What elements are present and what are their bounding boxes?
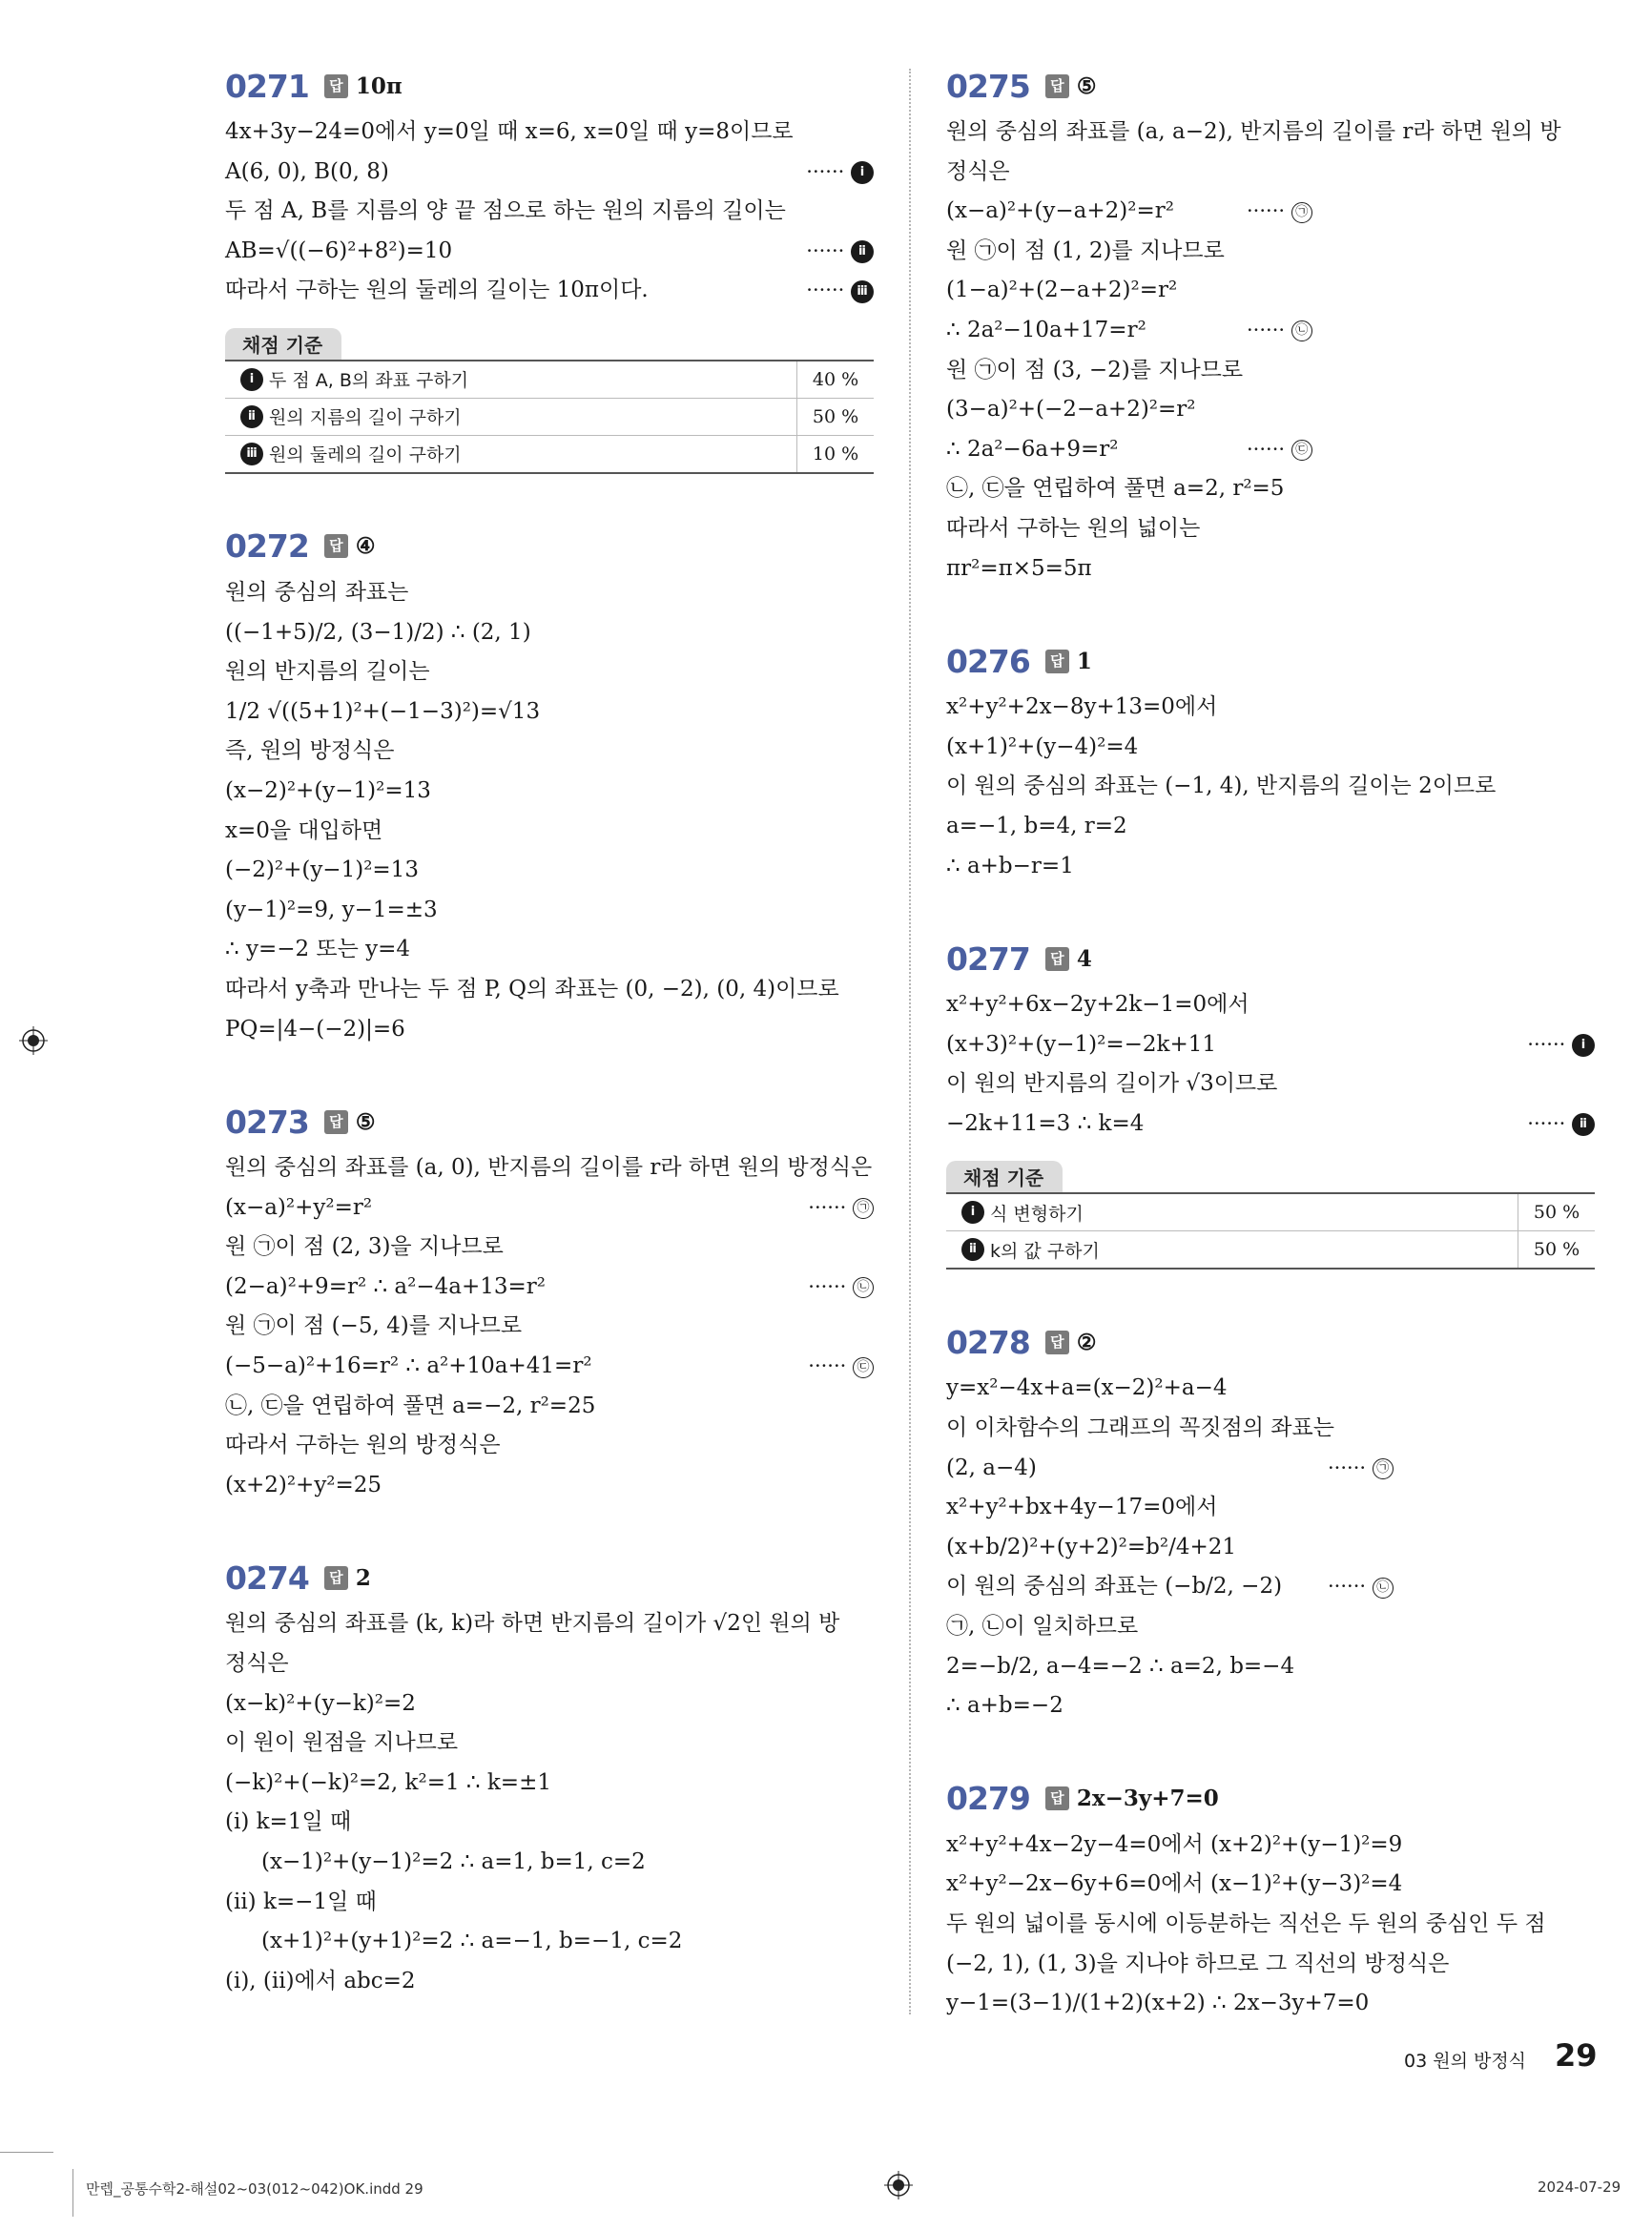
solution-text: 4x+3y−24=0에서 y=0일 때 x=6, x=0일 때 y=8이므로 [225, 119, 794, 144]
problem-0278 [946, 1319, 1595, 1725]
solution-text: (x+1)²+(y−4)²=4 [946, 733, 1139, 759]
solution-text: 원의 중심의 좌표는 [225, 579, 409, 605]
solution-text: ∴ 2a²−6a+9=r² [946, 436, 1119, 462]
solution-line [946, 1567, 1595, 1607]
solution-text: x²+y²+4x−2y−4=0에서 (x+2)²+(y−1)²=9 [946, 1831, 1403, 1857]
answer-badge: 답 [1045, 1786, 1069, 1810]
solution-line [225, 613, 874, 653]
solution-line [946, 1528, 1595, 1568]
solution-text: (ⅰ), (ⅱ)에서 abc=2 [225, 1968, 416, 1993]
solution-line [946, 113, 1595, 153]
solution-line [946, 807, 1595, 847]
grading-criteria [946, 1161, 1595, 1270]
solution-text: ∴ y=−2 또는 y=4 [225, 937, 411, 962]
problem-number: 0279 [946, 1780, 1030, 1818]
problem-number: 0272 [225, 527, 309, 566]
solution-line [946, 1686, 1595, 1726]
solution-line [946, 390, 1595, 430]
solution-line [225, 930, 874, 970]
solution-line [946, 1905, 1595, 1945]
solution-line [946, 1025, 1595, 1065]
solution-line [225, 271, 874, 311]
print-date: 2024-07-29 [1538, 2178, 1621, 2196]
grading-criterion [225, 366, 796, 392]
grading-row [225, 361, 874, 399]
problem-number: 0277 [946, 939, 1030, 978]
solution-text: (x+b/2)²+(y+2)²=b²/4+21 [946, 1534, 1236, 1559]
solution-text: 정식은 [946, 158, 1010, 184]
solution-text: 즉, 원의 방정식은 [225, 738, 395, 764]
solution-text: ∴ a+b−r=1 [946, 853, 1074, 878]
solution-text: 1/2 √((5+1)²+(−1−3)²)=√13 [225, 698, 541, 724]
solution-text: 이 이차함수의 그래프의 꼭짓점의 좌표는 [946, 1415, 1334, 1441]
solution-line [225, 1724, 874, 1764]
solution-text: y−1=(3−1)/(1+2)(x+2) ∴ 2x−3y+7=0 [946, 1991, 1370, 2016]
problem-number: 0271 [225, 67, 309, 105]
grading-row [225, 436, 874, 472]
grading-criterion [946, 1237, 1518, 1263]
solution-text: (−2, 1), (1, 3)을 지나야 하므로 그 직선의 방정식은 [946, 1951, 1450, 1976]
solution-text: AB=√((−6)²+8²)=10 [225, 237, 453, 263]
solution-text: (y−1)²=9, y−1=±3 [225, 897, 438, 922]
step-marker: ······ ㉡ [808, 1268, 874, 1308]
solution-text: 이 원의 반지름의 길이가 √3이므로 [946, 1071, 1278, 1097]
solution-text: 정식은 [225, 1651, 289, 1677]
solution-line [946, 1984, 1595, 2024]
page-number: 29 [1555, 2037, 1598, 2074]
solution-text: ((−1+5)/2, (3−1)/2) ∴ (2, 1) [225, 619, 531, 645]
problem-header [946, 1319, 1595, 1365]
solution-line [946, 1064, 1595, 1105]
problem-header [946, 1776, 1595, 1822]
solution-line [225, 1803, 874, 1843]
solution-line [946, 1945, 1595, 1985]
solution-text: x²+y²−2x−6y+6=0에서 (x−1)²+(y−3)²=4 [946, 1871, 1403, 1897]
solution-line [225, 1387, 874, 1427]
step-marker: ······ ⅱ [806, 232, 874, 272]
solution-line [946, 767, 1595, 807]
solution-line [225, 652, 874, 692]
equation-label: ㉠ [853, 1198, 874, 1219]
problem-header [225, 1555, 874, 1600]
step-marker: ······ ㉡ [1247, 311, 1312, 351]
solution-text: (x+3)²+(y−1)²=−2k+11 [946, 1031, 1217, 1057]
solution-line [225, 1962, 874, 2002]
solution-text: (x−a)²+y²=r² [225, 1194, 373, 1220]
solution-text: 원 ㉠이 점 (−5, 4)를 지나므로 [225, 1313, 523, 1339]
solution-line [225, 812, 874, 852]
problem-header [225, 524, 874, 569]
grading-percent: 10 % [796, 436, 874, 472]
criterion-text: 식 변형하기 [990, 1203, 1084, 1225]
column-divider [909, 69, 911, 2014]
equation-label: ㉠ [1373, 1458, 1394, 1479]
problem-number: 0276 [946, 642, 1030, 680]
answer-badge: 답 [324, 74, 348, 98]
step-circle-icon: ⅰ [240, 368, 263, 391]
step-circle-icon: ⅱ [240, 405, 263, 428]
answer-badge: 답 [1045, 74, 1069, 98]
grading-title: 채점 기준 [225, 328, 341, 360]
problem-header [225, 1099, 874, 1145]
solution-line [946, 153, 1595, 193]
step-circle-icon: ⅱ [961, 1238, 984, 1261]
problem-header [946, 638, 1595, 684]
solution-line [225, 192, 874, 232]
problem-0276 [946, 638, 1595, 886]
solution-text: ㉡, ㉢을 연립하여 풀면 a=−2, r²=25 [225, 1393, 596, 1418]
step-circle-icon: ⅰ [1572, 1034, 1595, 1057]
solution-line [946, 985, 1595, 1025]
problem-number: 0278 [946, 1323, 1030, 1361]
answer-value: 10π [355, 72, 403, 99]
registration-mark-icon [884, 2171, 913, 2199]
grading-percent: 50 % [1518, 1231, 1595, 1268]
solution-line [946, 1607, 1595, 1647]
solution-line [946, 351, 1595, 391]
solution-text: y=x²−4x+a=(x−2)²+a−4 [946, 1375, 1228, 1401]
step-marker: ······ ㉢ [1247, 430, 1312, 470]
solution-line [946, 1449, 1595, 1489]
answer-badge: 답 [1045, 650, 1069, 673]
equation-label: ㉡ [1291, 320, 1312, 341]
grading-row [946, 1194, 1595, 1231]
equation-label: ㉡ [1373, 1578, 1394, 1599]
solution-line [946, 847, 1595, 887]
grading-criteria [225, 328, 874, 474]
solution-text: x²+y²+bx+4y−17=0에서 [946, 1495, 1218, 1520]
solution-text: ∴ 2a²−10a+17=r² [946, 317, 1146, 342]
equation-label: ㉢ [853, 1357, 874, 1378]
solution-text: 원 ㉠이 점 (1, 2)를 지나므로 [946, 237, 1225, 263]
step-marker: ······ ⅰ [806, 153, 874, 193]
solution-line [946, 549, 1595, 589]
grading-criterion [946, 1200, 1518, 1226]
step-marker: ······ ㉢ [808, 1347, 874, 1387]
problem-0273 [225, 1099, 874, 1505]
solution-line [225, 1684, 874, 1724]
grading-criterion [225, 403, 796, 429]
equation-label: ㉠ [1291, 202, 1312, 223]
solution-line [225, 1188, 874, 1229]
problem-number: 0273 [225, 1103, 309, 1141]
solution-text: 원의 중심의 좌표를 (a, a−2), 반지름의 길이를 r라 하면 원의 방 [946, 119, 1561, 144]
step-circle-icon: ⅱ [1572, 1113, 1595, 1136]
step-circle-icon: ⅲ [240, 443, 263, 465]
answer-badge: 답 [324, 1566, 348, 1590]
solution-line [946, 1105, 1595, 1145]
step-circle-icon: ⅱ [851, 240, 874, 263]
problem-number: 0274 [225, 1559, 309, 1597]
problem-0277 [946, 936, 1595, 1270]
grading-criterion [225, 441, 796, 466]
solution-line [225, 1010, 874, 1050]
solution-line [225, 1604, 874, 1644]
grading-row [946, 1231, 1595, 1268]
solution-text: (x−2)²+(y−1)²=13 [225, 777, 431, 803]
solution-line [225, 891, 874, 931]
solution-line [225, 1883, 874, 1923]
solution-text: 원의 중심의 좌표를 (k, k)라 하면 반지름의 길이가 √2인 원의 방 [225, 1611, 840, 1637]
solution-text: x²+y²+6x−2y+2k−1=0에서 [946, 992, 1249, 1018]
solution-line [225, 851, 874, 891]
solution-line [225, 1466, 874, 1506]
solution-text: (−5−a)²+16=r² ∴ a²+10a+41=r² [225, 1353, 592, 1379]
solution-line [946, 1865, 1595, 1905]
solution-text: −2k+11=3 ∴ k=4 [946, 1110, 1145, 1136]
right-column [946, 63, 1595, 2074]
problem-0274 [225, 1555, 874, 2001]
problem-0272 [225, 524, 874, 1049]
solution-line [946, 728, 1595, 768]
problem-0275 [946, 63, 1595, 588]
solution-text: x=0을 대입하면 [225, 817, 383, 843]
step-marker: ······ ㉡ [1328, 1567, 1394, 1607]
solution-line [225, 1426, 874, 1466]
answer-value: ⑤ [355, 1108, 376, 1135]
solution-line [946, 271, 1595, 311]
registration-mark-icon [19, 1026, 48, 1055]
solution-line [225, 1268, 874, 1308]
grading-percent: 50 % [796, 399, 874, 435]
step-marker: ······ ㉠ [1247, 192, 1312, 232]
solution-text: (x+1)²+(y+1)²=2 ∴ a=−1, b=−1, c=2 [261, 1929, 683, 1954]
solution-line [946, 1826, 1595, 1866]
criterion-text: 원의 지름의 길이 구하기 [269, 407, 462, 429]
step-marker: ······ ⅲ [806, 271, 874, 311]
step-marker: ······ ㉠ [808, 1188, 874, 1229]
solution-line [225, 1347, 874, 1387]
step-circle-icon: ⅰ [851, 161, 874, 184]
solution-line [225, 1764, 874, 1804]
problem-header [946, 936, 1595, 981]
solution-line [225, 1148, 874, 1188]
step-marker: ······ ⅰ [1527, 1025, 1595, 1065]
answer-value: ④ [355, 533, 376, 560]
grading-table [946, 1192, 1595, 1270]
step-marker: ······ ⅱ [1527, 1105, 1595, 1145]
solution-text: 따라서 y축과 만나는 두 점 P, Q의 좌표는 (0, −2), (0, 4)이므로 [225, 976, 839, 1001]
step-circle-icon: ⅰ [961, 1201, 984, 1224]
solution-text: πr²=π×5=5π [946, 555, 1092, 581]
solution-text: (ⅰ) k=1일 때 [225, 1809, 352, 1835]
answer-badge: 답 [324, 1110, 348, 1134]
solution-line [225, 153, 874, 193]
solution-line [225, 1307, 874, 1347]
solution-text: (−k)²+(−k)²=2, k²=1 ∴ k=±1 [225, 1769, 551, 1795]
solution-line [225, 113, 874, 153]
solution-text: a=−1, b=4, r=2 [946, 813, 1127, 838]
solution-text: 이 원의 중심의 좌표는 (−1, 4), 반지름의 길이는 2이므로 [946, 774, 1497, 799]
crop-mark [0, 2152, 53, 2153]
solution-line [225, 1843, 874, 1883]
problem-number: 0275 [946, 67, 1030, 105]
solution-text: 이 원이 원점을 지나므로 [225, 1730, 459, 1756]
answer-value: ⑤ [1076, 72, 1097, 99]
solution-text: ㉠, ㉡이 일치하므로 [946, 1614, 1139, 1640]
solution-text: (ⅱ) k=−1일 때 [225, 1889, 377, 1914]
problem-0279 [946, 1776, 1595, 2024]
grading-title: 채점 기준 [946, 1161, 1063, 1192]
solution-text: 따라서 구하는 원의 방정식은 [225, 1433, 501, 1458]
answer-value: 2x−3y+7=0 [1076, 1786, 1219, 1812]
solution-line [225, 970, 874, 1010]
solution-text: (3−a)²+(−2−a+2)²=r² [946, 397, 1196, 423]
solution-line [225, 692, 874, 733]
equation-label: ㉡ [853, 1277, 874, 1298]
answer-badge: 답 [1045, 947, 1069, 971]
answer-value: 4 [1076, 945, 1092, 972]
solution-text: A(6, 0), B(0, 8) [225, 158, 389, 184]
crop-mark [72, 2169, 73, 2217]
grading-percent: 50 % [1518, 1194, 1595, 1230]
solution-line [946, 311, 1595, 351]
solution-text: ㉡, ㉢을 연립하여 풀면 a=2, r²=5 [946, 476, 1285, 502]
solution-line [225, 772, 874, 812]
file-info: 만렙_공통수학2-해설02~03(012~042)OK.indd 29 [86, 2180, 423, 2198]
equation-label: ㉢ [1291, 440, 1312, 461]
solution-line [946, 1488, 1595, 1528]
solution-line [946, 192, 1595, 232]
solution-text: 원의 중심의 좌표를 (a, 0), 반지름의 길이를 r라 하면 원의 방정식은 [225, 1155, 873, 1181]
solution-line [946, 430, 1595, 470]
solution-line [946, 1647, 1595, 1687]
solution-text: 2=−b/2, a−4=−2 ∴ a=2, b=−4 [946, 1653, 1295, 1679]
left-column [225, 63, 874, 2051]
solution-text: 따라서 구하는 원의 둘레의 길이는 10π이다. [225, 278, 649, 303]
solution-line [225, 1228, 874, 1268]
criterion-text: 원의 둘레의 길이 구하기 [269, 444, 462, 466]
solution-text: 따라서 구하는 원의 넓이는 [946, 515, 1201, 541]
solution-line [225, 573, 874, 613]
solution-line [946, 509, 1595, 549]
solution-text: (x+2)²+y²=25 [225, 1472, 382, 1497]
chapter-label: 03 원의 방정식 [1404, 2051, 1527, 2072]
step-marker: ······ ㉠ [1328, 1449, 1394, 1489]
problem-header [946, 63, 1595, 109]
solution-text: 두 원의 넓이를 동시에 이등분하는 직선은 두 원의 중심인 두 점 [946, 1911, 1546, 1936]
solution-text: (x−1)²+(y−1)²=2 ∴ a=1, b=1, c=2 [261, 1849, 646, 1874]
solution-text: PQ=|4−(−2)|=6 [225, 1016, 405, 1042]
grading-percent: 40 % [796, 361, 874, 398]
solution-text: (1−a)²+(2−a+2)²=r² [946, 278, 1178, 303]
solution-text: (2−a)²+9=r² ∴ a²−4a+13=r² [225, 1273, 547, 1299]
criterion-text: 두 점 A, B의 좌표 구하기 [269, 370, 469, 392]
step-circle-icon: ⅲ [851, 280, 874, 303]
solution-line [225, 232, 874, 272]
answer-value: 1 [1076, 648, 1092, 674]
solution-text: (2, a−4) [946, 1455, 1037, 1480]
problem-header [225, 63, 874, 109]
solution-text: x²+y²+2x−8y+13=0에서 [946, 694, 1218, 720]
solution-text: 원 ㉠이 점 (2, 3)을 지나므로 [225, 1234, 504, 1260]
solution-text: ∴ a+b=−2 [946, 1693, 1063, 1719]
solution-text: (−2)²+(y−1)²=13 [225, 857, 419, 883]
problem-0271 [225, 63, 874, 474]
solution-line [946, 232, 1595, 272]
solution-line [946, 688, 1595, 728]
solution-text: 원의 반지름의 길이는 [225, 659, 430, 685]
answer-value: 2 [355, 1564, 371, 1591]
solution-line [946, 469, 1595, 509]
grading-row [225, 399, 874, 436]
solution-line [225, 732, 874, 772]
solution-text: (x−k)²+(y−k)²=2 [225, 1690, 416, 1716]
solution-line [225, 1922, 874, 1962]
solution-text: (x−a)²+(y−a+2)²=r² [946, 198, 1174, 224]
solution-text: 두 점 A, B를 지름의 양 끝 점으로 하는 원의 지름의 길이는 [225, 198, 786, 224]
solution-line [225, 1644, 874, 1684]
solution-text: 원 ㉠이 점 (3, −2)를 지나므로 [946, 357, 1244, 382]
solution-line [946, 1409, 1595, 1449]
answer-value: ② [1076, 1329, 1097, 1355]
answer-badge: 답 [1045, 1331, 1069, 1354]
criterion-text: k의 값 구하기 [990, 1240, 1100, 1262]
answer-badge: 답 [324, 534, 348, 558]
solution-line [946, 1369, 1595, 1409]
grading-table [225, 360, 874, 474]
solution-text: 이 원의 중심의 좌표는 (−b/2, −2) [946, 1574, 1283, 1600]
